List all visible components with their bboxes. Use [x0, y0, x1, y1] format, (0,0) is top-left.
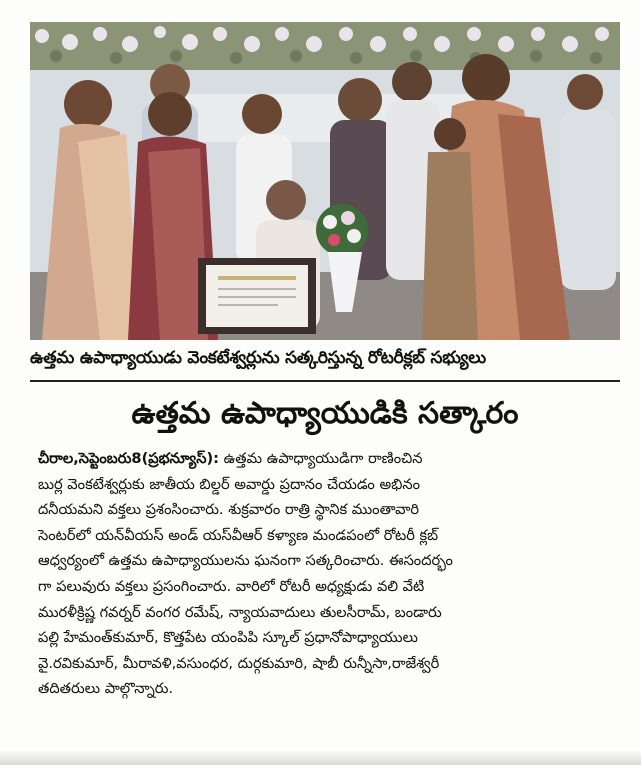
- article-line-text: ఉత్తమ ఉపాధ్యాయుడిగా రాణించిన: [219, 450, 423, 467]
- news-photo: [30, 22, 620, 340]
- article-line: మురళీక్రిష్ణ గవర్నర్ వంగర రమేష్, న్యాయవాదులు తులసీరామ్, బండారు: [38, 603, 442, 621]
- clipping-bottom-edge: [0, 750, 641, 765]
- article-line: దనీయమని వక్తలు ప్రశంసించారు. శుక్రవారం రాత్రి స్థానిక ముంతావారి: [38, 501, 420, 519]
- article-body: [38, 446, 620, 702]
- article-line: తదితరులు పాల్గొన్నారు.: [38, 680, 174, 698]
- article-dateline: చీరాల,సెప్టెంబరు8(ప్రభన్యూస్):: [38, 450, 219, 467]
- article-line: గా పలువురు వక్తలు ప్రసంగించారు. వారిలో రోటరీ అధ్యక్షుడు వలి వేటి: [38, 577, 425, 595]
- article-line: ఆధ్వర్యంలో ఉత్తమ ఉపాధ్యాయులను ఘనంగా సత్కరించారు. ఈసందర్భం: [38, 552, 453, 570]
- photo-caption: ఉత్తమ ఉపాధ్యాయుడు వెంకటేశ్వర్లును సత్కరిస్తున్న రోటరీక్లబ్ సభ్యులు: [30, 348, 486, 368]
- article-line: వై.రవికుమార్, మీరావళి,వసుంధర, దుర్గకుమారి, షాబీ రున్నీసా,రాజేశ్వరీ: [38, 654, 440, 672]
- caption-divider: [30, 380, 620, 382]
- article-line: సెంటర్‌లో యన్‌వీయస్ అండ్ యస్‌వీఆర్ కళ్యాణ మండపంలో రోటరీ క్లబ్: [38, 526, 439, 544]
- article-headline: ఉత్తమ ఉపాధ్యాయుడికి సత్కారం: [131, 396, 519, 431]
- article-line: బుర్ల వెంకటేశ్వర్లుకు జాతీయ బిల్డర్ అవార్డు ప్రదానం చేయడం అభినం: [38, 475, 421, 493]
- news-photo-illustration: [30, 22, 620, 340]
- article-line: [38, 446, 620, 472]
- article-line: పల్లి హేమంత్‌కుమార్, కొత్తపేట యంపిపి స్కూల్ ప్రధానోపాధ్యాయులు: [38, 629, 418, 647]
